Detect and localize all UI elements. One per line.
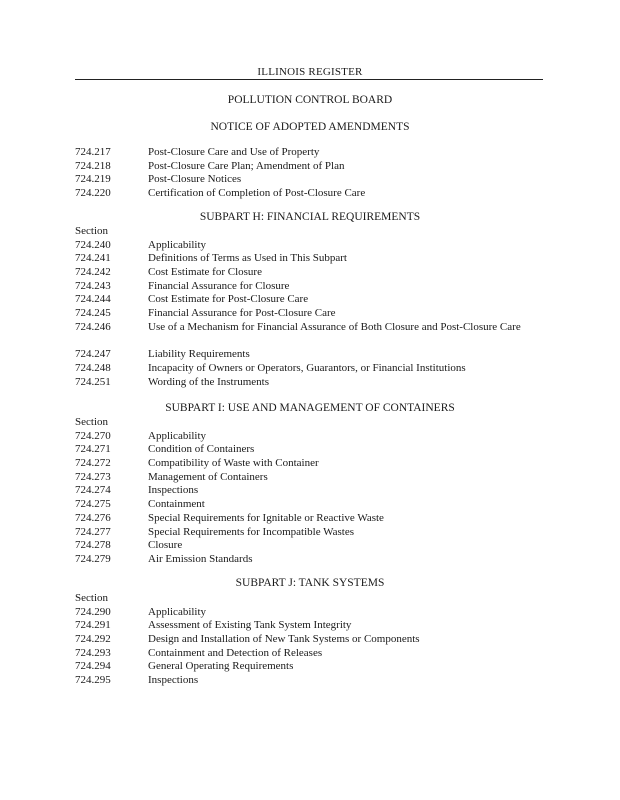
board-name: POLLUTION CONTROL BOARD: [227, 94, 393, 106]
section-title: Special Requirements for Incompatible Wastes: [148, 525, 355, 538]
list-item: [0, 633, 620, 647]
section-title: Applicability: [148, 429, 207, 442]
list-item: [0, 539, 620, 553]
section-title: Financial Assurance for Post-Closure Care: [148, 307, 336, 320]
section-number: 724.242: [75, 266, 111, 279]
list-item: [0, 674, 620, 688]
section-number: 724.246: [75, 320, 111, 333]
section-number: 724.220: [75, 187, 111, 200]
list-item: [0, 293, 620, 307]
subpart-i-list: [0, 416, 620, 567]
list-item: [0, 443, 620, 457]
list-item: [0, 606, 620, 620]
list-item: [0, 266, 620, 280]
section-title: Compatibility of Waste with Container: [148, 457, 319, 470]
section-number: 724.293: [75, 646, 111, 659]
list-item: [0, 187, 620, 201]
section-number: 724.270: [75, 429, 111, 442]
section-number: 724.245: [75, 307, 111, 320]
subpart-i-heading: SUBPART I: USE AND MANAGEMENT OF CONTAINERS: [165, 402, 455, 414]
list-item: [0, 160, 620, 174]
list-item: [0, 498, 620, 512]
list-item: [0, 348, 620, 362]
section-title: Incapacity of Owners or Operators, Guarantors, or Financial Institutions: [148, 361, 466, 374]
list-item: [0, 362, 620, 376]
section-number: 724.273: [75, 470, 111, 483]
section-title: Liability Requirements: [148, 348, 250, 361]
section-number: 724.294: [75, 660, 111, 673]
section-title: Post-Closure Notices: [148, 173, 242, 186]
list-item: [0, 660, 620, 674]
list-item: [0, 471, 620, 485]
section-title: Containment and Detection of Releases: [148, 646, 323, 659]
section-number: 724.251: [75, 375, 111, 388]
list-item: [0, 512, 620, 526]
section-title: Definitions of Terms as Used in This Subpart: [148, 252, 347, 265]
section-number: 724.217: [75, 146, 111, 158]
section-title: Wording of the Instruments: [148, 375, 270, 388]
section-label-row: [0, 416, 620, 430]
section-label: Section: [75, 225, 108, 237]
section-number: 724.274: [75, 484, 111, 497]
section-number: 724.290: [75, 605, 111, 618]
section-number: 724.276: [75, 511, 111, 524]
section-title: Applicability: [148, 605, 207, 618]
section-number: 724.292: [75, 633, 111, 646]
section-number: 724.247: [75, 348, 111, 361]
section-title: Cost Estimate for Post-Closure Care: [148, 293, 309, 306]
section-title: Containment: [148, 498, 205, 511]
list-item: [0, 173, 620, 187]
section-title: Financial Assurance for Closure: [148, 279, 290, 292]
section-number: 724.279: [75, 552, 111, 565]
section-title: Use of a Mechanism for Financial Assurance of Both Closure and Post-Closure Care: [148, 320, 521, 333]
section-title: Applicability: [148, 238, 207, 251]
subpart-j-list: [0, 592, 620, 688]
list-item: [0, 280, 620, 294]
list-item: [0, 376, 620, 390]
section-title: Condition of Containers: [148, 443, 255, 456]
section-title: Management of Containers: [148, 470, 268, 483]
section-title: Closure: [148, 539, 183, 552]
section-number: 724.277: [75, 525, 111, 538]
list-item: [0, 321, 620, 348]
section-number: 724.271: [75, 443, 111, 456]
section-title: Inspections: [148, 674, 199, 687]
section-title: Assessment of Existing Tank System Integrity: [148, 619, 352, 632]
list-item: [0, 252, 620, 266]
section-number: 724.272: [75, 457, 111, 470]
section-number: 724.219: [75, 173, 111, 186]
section-label-row: [0, 225, 620, 239]
list-item: [0, 553, 620, 567]
section-number: 724.243: [75, 279, 111, 292]
section-title: Certification of Completion of Post-Closure Care: [148, 187, 366, 200]
list-item: [0, 647, 620, 661]
list-item: [0, 430, 620, 444]
list-item: [0, 146, 620, 160]
section-title: Inspections: [148, 484, 199, 497]
list-item: [0, 457, 620, 471]
section-number: 724.278: [75, 539, 111, 552]
list-item: [0, 307, 620, 321]
register-title: ILLINOIS REGISTER: [257, 66, 363, 78]
subpart-h-heading: SUBPART H: FINANCIAL REQUIREMENTS: [199, 211, 421, 223]
section-title: Special Requirements for Ignitable or Reactive Waste: [148, 511, 384, 524]
section-title: Design and Installation of New Tank Systems or Components: [148, 633, 420, 646]
section-number: 724.241: [75, 252, 111, 265]
section-number: 724.295: [75, 674, 111, 687]
section-number: 724.248: [75, 361, 111, 374]
section-title: General Operating Requirements: [148, 660, 294, 673]
subpart-j-heading: SUBPART J: TANK SYSTEMS: [235, 577, 385, 589]
section-number: 724.240: [75, 238, 111, 251]
section-label: Section: [75, 592, 108, 604]
list-item: [0, 526, 620, 540]
subpart-h-list: [0, 225, 620, 389]
section-number: 724.275: [75, 498, 111, 511]
section-label-row: [0, 592, 620, 606]
list-item: [0, 619, 620, 633]
header-rule: [75, 79, 543, 80]
notice-title: NOTICE OF ADOPTED AMENDMENTS: [210, 121, 410, 133]
subpart-g-list: [0, 146, 620, 201]
list-item: [0, 484, 620, 498]
section-title: Air Emission Standards: [148, 552, 253, 565]
section-number: 724.218: [75, 159, 111, 172]
section-number: 724.291: [75, 619, 111, 632]
list-item: [0, 239, 620, 253]
section-title: Post-Closure Care and Use of Property: [148, 146, 320, 158]
section-title: Cost Estimate for Closure: [148, 266, 262, 279]
section-number: 724.244: [75, 293, 111, 306]
section-title: Post-Closure Care Plan; Amendment of Plan: [148, 159, 345, 172]
section-label: Section: [75, 416, 108, 428]
